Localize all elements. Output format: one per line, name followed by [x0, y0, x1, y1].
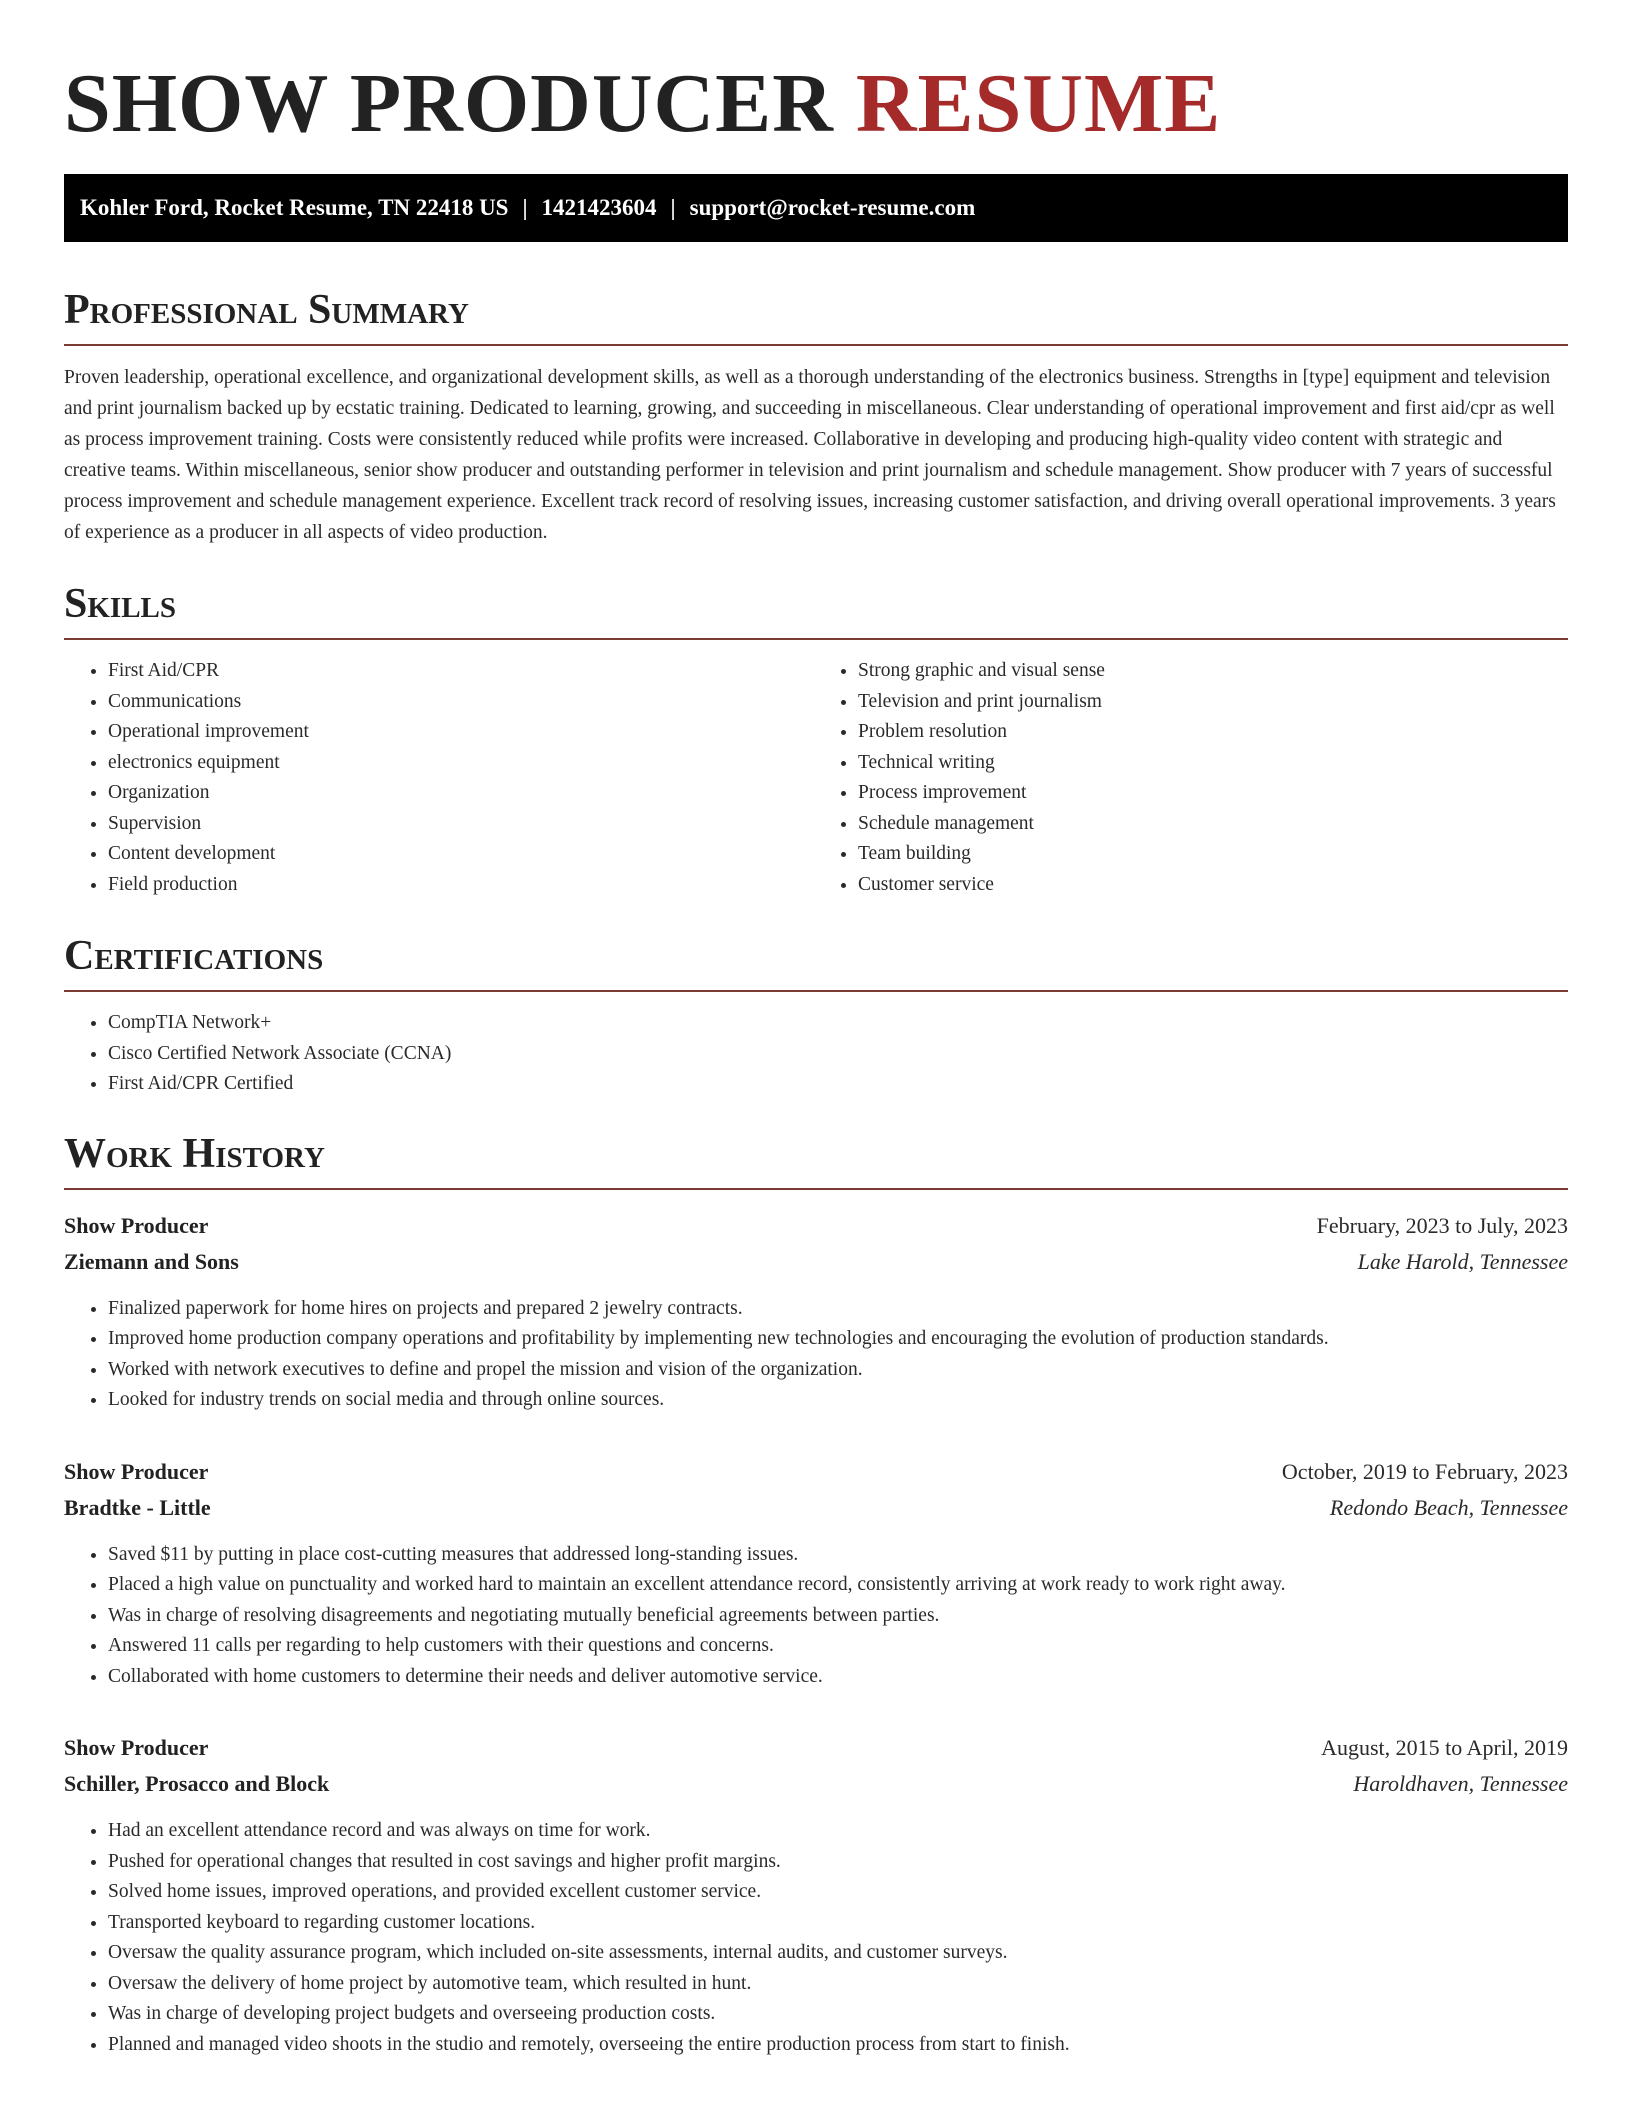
- skill-item: • Team building: [858, 839, 1568, 870]
- job-duty: • Was in charge of resolving disagreements and negotiating mutually beneficial agreements between parties.: [108, 1601, 1568, 1632]
- skill-item: • Content development: [108, 839, 816, 870]
- job-duty: • Placed a high value on punctuality and worked hard to maintain an excellent attendance record, consistently arriving at work ready to work right away.: [108, 1570, 1568, 1601]
- skill-item: • Supervision: [108, 809, 816, 840]
- job-entry: [64, 1208, 1568, 1416]
- job-duty: • Had an excellent attendance record and was always on time for work.: [108, 1816, 1568, 1847]
- contact-separator: |: [522, 195, 528, 220]
- job-location: Lake Harold, Tennessee: [1357, 1248, 1568, 1274]
- skills-columns: [64, 656, 1568, 900]
- certification-item: • First Aid/CPR Certified: [108, 1069, 1568, 1100]
- job-duty: • Finalized paperwork for home hires on projects and prepared 2 jewelry contracts.: [108, 1294, 1568, 1325]
- job-duty: • Oversaw the delivery of home project by automotive team, which resulted in hunt.: [108, 1969, 1568, 2000]
- job-duty: • Was in charge of developing project budgets and overseeing production costs.: [108, 1999, 1568, 2030]
- job-location: Redondo Beach, Tennessee: [1329, 1494, 1568, 1520]
- title-accent: RESUME: [855, 57, 1222, 150]
- job-duties-list: [64, 1540, 1568, 1693]
- job-company: Schiller, Prosacco and Block: [64, 1771, 330, 1796]
- job-duty: • Worked with network executives to define and propel the mission and vision of the organization.: [108, 1355, 1568, 1386]
- job-subheader-row: [64, 1244, 1568, 1280]
- job-entry: [64, 1454, 1568, 1693]
- skill-item: • Customer service: [858, 870, 1568, 901]
- job-header-row: [64, 1208, 1568, 1244]
- skill-item: • Problem resolution: [858, 717, 1568, 748]
- skill-item: • First Aid/CPR: [108, 656, 816, 687]
- title-main: SHOW PRODUCER: [64, 57, 834, 150]
- job-company: Ziemann and Sons: [64, 1248, 239, 1274]
- skill-item: • Technical writing: [858, 748, 1568, 779]
- certifications-heading: Certifications: [64, 932, 1568, 992]
- skill-item: • Communications: [108, 687, 816, 718]
- job-duty: • Pushed for operational changes that resulted in cost savings and higher profit margins.: [108, 1847, 1568, 1878]
- job-header-row: [64, 1730, 1568, 1766]
- skill-item: • electronics equipment: [108, 748, 816, 779]
- certification-item: • CompTIA Network+: [108, 1008, 1568, 1039]
- job-dates: August, 2015 to April, 2019: [1321, 1735, 1568, 1760]
- skill-item: • Strong graphic and visual sense: [858, 656, 1568, 687]
- contact-separator: |: [670, 195, 676, 220]
- job-title: Show Producer: [64, 1735, 209, 1760]
- job-duty: • Saved $11 by putting in place cost-cutting measures that addressed long-standing issues.: [108, 1540, 1568, 1571]
- skills-list-left: [64, 656, 816, 900]
- job-company: Bradtke - Little: [64, 1494, 211, 1520]
- skills-column-left: [64, 656, 816, 900]
- job-duty: • Answered 11 calls per regarding to help customers with their questions and concerns.: [108, 1631, 1568, 1662]
- summary-heading: Professional Summary: [64, 286, 1568, 346]
- job-duty: • Solved home issues, improved operations, and provided excellent customer service.: [108, 1877, 1568, 1908]
- job-header-row: [64, 1454, 1568, 1490]
- job-duty: • Planned and managed video shoots in the studio and remotely, overseeing the entire production process from start to finish.: [108, 2030, 1568, 2061]
- job-subheader-row: [64, 1490, 1568, 1526]
- job-dates: October, 2019 to February, 2023: [1281, 1458, 1568, 1484]
- job-location: Haroldhaven, Tennessee: [1353, 1771, 1568, 1796]
- summary-text: Proven leadership, operational excellence, and organizational development skills, as well as a thorough understanding of the electronics business. Strengths in [type] equipment and television and print journalism backed up by ecstatic training. Dedicated to learning, growing, and succeeding in miscellaneous. Clear understanding of operational improvement and first aid/cpr as well as process improvement training. Costs were consistently reduced while profits were increased. Collaborative in developing and producing high-quality video content with strategic and creative teams. Within miscellaneous, senior show producer and outstanding performer in television and print journalism and schedule management. Show producer with 7 years of successful process improvement and schedule management experience. Excellent track record of resolving issues, increasing customer satisfaction, and driving overall operational improvements. 3 years of experience as a producer in all aspects of video production.: [64, 367, 1556, 543]
- job-duty: • Looked for industry trends on social media and through online sources.: [108, 1385, 1568, 1416]
- contact-email[interactable]: support@rocket-resume.com: [689, 195, 976, 220]
- certifications-list: [64, 1008, 1568, 1100]
- skills-column-right: [816, 656, 1568, 900]
- contact-phone: 1421423604: [541, 195, 657, 220]
- job-subheader-row: [64, 1766, 1568, 1802]
- skills-list-right: [816, 656, 1568, 900]
- job-title: Show Producer: [64, 1458, 209, 1484]
- resume-title: [64, 0, 1568, 150]
- work-history-heading: Work History: [64, 1130, 1568, 1190]
- job-duty: • Collaborated with home customers to determine their needs and deliver automotive service.: [108, 1662, 1568, 1693]
- contact-address: Kohler Ford, Rocket Resume, TN 22418 US: [80, 195, 509, 220]
- skill-item: • Television and print journalism: [858, 687, 1568, 718]
- skill-item: • Organization: [108, 778, 816, 809]
- job-title: Show Producer: [64, 1212, 209, 1238]
- skill-item: • Field production: [108, 870, 816, 901]
- job-duties-list: [64, 1816, 1568, 2060]
- job-duty: • Oversaw the quality assurance program, which included on-site assessments, internal audits, and customer surveys.: [108, 1938, 1568, 1969]
- job-duty: • Transported keyboard to regarding customer locations.: [108, 1908, 1568, 1939]
- skills-heading: Skills: [64, 580, 1568, 640]
- job-duties-list: [64, 1294, 1568, 1416]
- skill-item: • Schedule management: [858, 809, 1568, 840]
- contact-bar: [64, 174, 1568, 242]
- skill-item: • Process improvement: [858, 778, 1568, 809]
- certification-item: • Cisco Certified Network Associate (CCNA): [108, 1039, 1568, 1070]
- job-entry: [64, 1730, 1568, 2060]
- job-duty: • Improved home production company operations and profitability by implementing new technologies and encouraging the evolution of production standards.: [108, 1324, 1568, 1355]
- skill-item: • Operational improvement: [108, 717, 816, 748]
- job-dates: February, 2023 to July, 2023: [1316, 1212, 1568, 1238]
